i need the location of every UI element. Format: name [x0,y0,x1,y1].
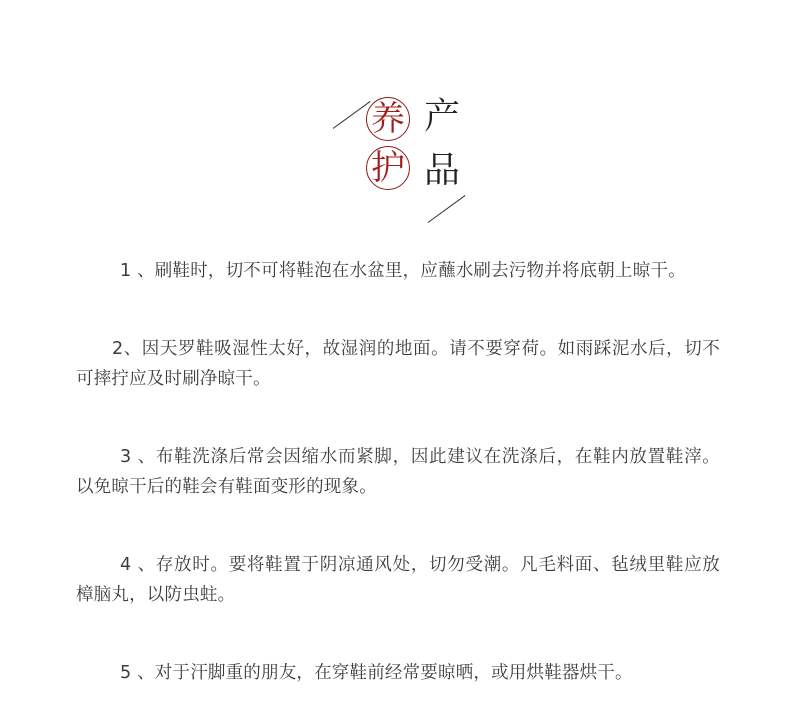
title-plain-char-2: 品 [424,150,461,191]
paragraph-1: 1 、刷鞋时，切不可将鞋泡在水盆里，应蘸水刷去污物并将底朝上晾干。 [120,261,686,281]
title-circled-char-1: 养 [366,97,410,141]
decorative-slash-bottom [428,195,466,223]
title-block [0,0,790,240]
decorative-slash-top [333,101,371,129]
care-instructions [76,256,720,688]
title-circled-char-2: 护 [366,146,410,190]
paragraph-3: 3 、布鞋洗涤后常会因缩水而紧脚，因此建议在洗涤后，在鞋内放置鞋滓。以免晾干后的鞋会有鞋面变形的现象。 [76,447,720,497]
paragraph-2: 2、因天罗鞋吸湿性太好，故湿润的地面。请不要穿荷。如雨踩泥水后，切不可摔拧应及时刷净晾干。 [76,339,720,389]
paragraph-4: 4 、存放时。要将鞋置于阴凉通风处，切勿受潮。凡毛料面、毡绒里鞋应放樟脑丸，以防虫蛀。 [76,555,720,605]
paragraph-5: 5 、对于汗脚重的朋友，在穿鞋前经常要晾晒，或用烘鞋器烘干。 [120,663,633,683]
title-plain-char-1: 产 [424,96,461,137]
